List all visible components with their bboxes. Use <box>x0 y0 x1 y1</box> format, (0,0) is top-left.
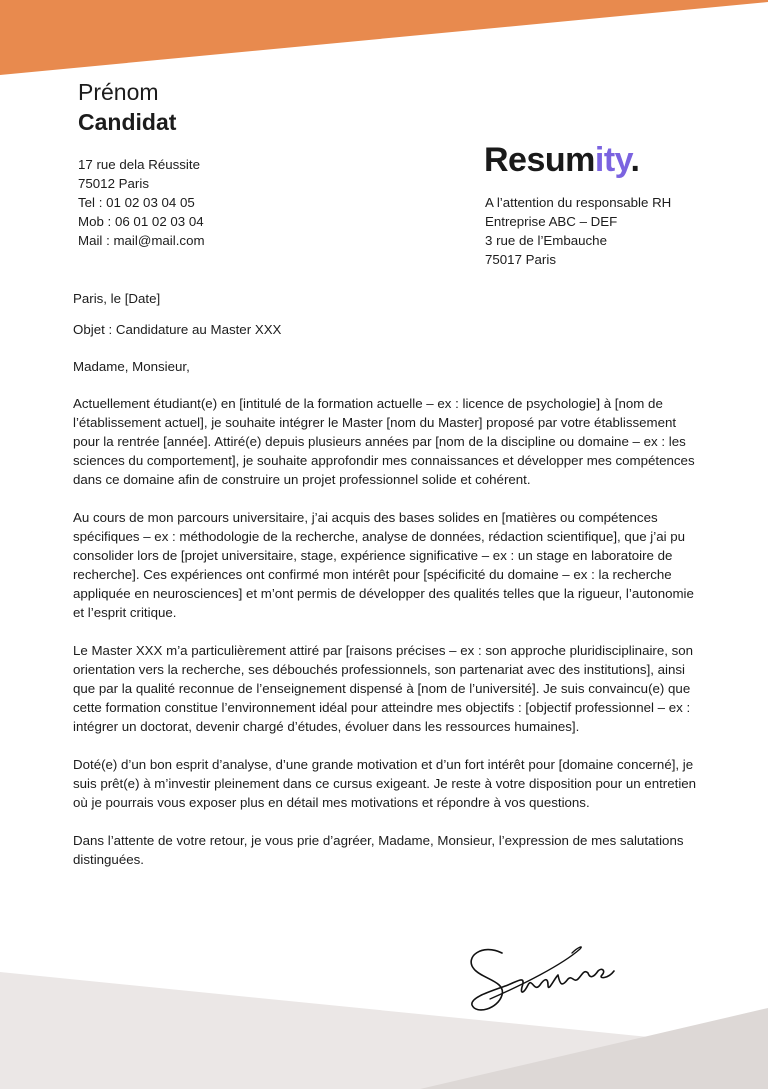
resumity-logo <box>484 138 639 182</box>
sender-last-name: Candidat <box>78 109 177 135</box>
top-orange-band <box>0 0 768 75</box>
recipient-line3: 3 rue de l’Embauche <box>485 233 607 248</box>
letter-paragraph-5: Dans l’attente de votre retour, je vous prie d’agréer, Madame, Monsieur, l’expression de mes salutations distinguées. <box>73 833 684 867</box>
letter-paragraph-4: Doté(e) d’un bon esprit d’analyse, d’une grande motivation et d’un fort intérêt pour [domaine concerné], je suis prêt(e) à m’investir pleinement dans ce cursus exigeant. Je reste à votre disposition pour un entretien où je pourrais vous exposer plus en détail mes motivations et répondre à vos questions. <box>73 757 697 810</box>
sender-address-line2: 75012 Paris <box>78 176 149 191</box>
sender-tel: Tel : 01 02 03 04 05 <box>78 195 195 210</box>
letter-greeting: Madame, Monsieur, <box>73 359 190 374</box>
handwritten-signature <box>462 935 622 1025</box>
logo-text-dot: . <box>630 141 640 179</box>
letter-subject: Objet : Candidature au Master XXX <box>73 322 282 337</box>
sender-mail: Mail : mail@mail.com <box>78 233 205 248</box>
recipient-line2: Entreprise ABC – DEF <box>485 214 618 229</box>
recipient-line4: 75017 Paris <box>485 252 556 267</box>
letter-body <box>73 289 703 888</box>
letter-date: Paris, le [Date] <box>73 291 161 306</box>
letter-paragraph-1: Actuellement étudiant(e) en [intitulé de la formation actuelle – ex : licence de psychologie] à [nom de l’établissement actuel], je souhaite intégrer le Master [nom du Master] proposé par votre établissement pour la rentrée [année]. Attiré(e) depuis plusieurs années par [nom de la discipline ou domaine – ex : les sciences du comportement], je souhaite approfondir mes connaissances et développer mes compétences dans ce domaine afin de construire un projet professionnel solide et cohérent. <box>73 396 695 487</box>
logo-text-main: Resum <box>484 141 595 179</box>
sender-first-name: Prénom <box>78 79 159 105</box>
sender-contact-block <box>78 155 205 250</box>
letter-paragraph-3: Le Master XXX m’a particulièrement attiré par [raisons précises – ex : son approche pluridisciplinaire, son orientation vers la recherche, ses débouchés professionnels, son partenariat avec des institutions], ainsi que par la qualité reconnue de l’enseignement dispensé à [nom de l’université]. Je suis convaincu(e) que cette formation constitue l’environnement idéal pour atteindre mes objectifs : [objectif professionnel – ex : intégrer un doctorat, devenir chargé d’études, évoluer dans les ressources humaines]. <box>73 643 694 734</box>
sender-mob: Mob : 06 01 02 03 04 <box>78 214 204 229</box>
signature-stroke <box>471 950 614 1010</box>
signature-underline-stroke <box>490 947 581 999</box>
recipient-block <box>485 193 671 269</box>
letter-paragraph-2: Au cours de mon parcours universitaire, j’ai acquis des bases solides en [matières ou compétences spécifiques – ex : méthodologie de la recherche, analyse de données, rédaction scientifique], que j’ai pu consolider lors de [projet universitaire, stage, expérience significative – ex : un stage en laboratoire de recherche]. Ces expériences ont confirmé mon intérêt pour [spécificité du domaine – ex : la recherche appliquée en neurosciences] et m’ont permis de développer des qualités telles que la rigueur, l’autonomie et l’esprit critique. <box>73 510 694 620</box>
sender-address-line1: 17 rue dela Réussite <box>78 157 200 172</box>
recipient-line1: A l’attention du responsable RH <box>485 195 672 210</box>
logo-text-accent: ity <box>594 141 631 179</box>
